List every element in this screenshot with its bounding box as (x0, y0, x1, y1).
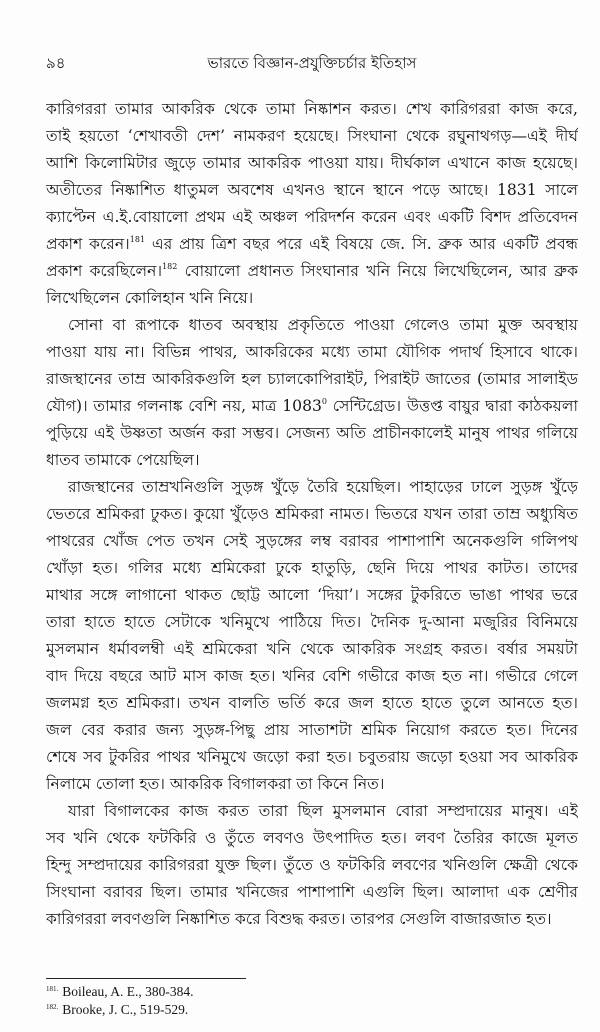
line-text: জলমগ্ন হত শ্রমিকরা। তখন বালতি ভর্তি করে জল হাতে হাতে তুলে আনতে হত। (46, 694, 578, 712)
text-line (46, 798, 578, 825)
text-line (46, 555, 578, 582)
text-line (46, 717, 578, 744)
line-text: সেন্টিগ্রেড। উত্তপ্ত বায়ুর দ্বারা কাঠকয়লা (327, 397, 578, 415)
line-text: ক্যাপ্টেন এ.ই.বোয়ালো প্রথম এই অঞ্চল পরিদর্শন করেন এবং একটি বিশদ প্রতিবেদন (46, 208, 578, 226)
text-line (46, 312, 578, 339)
text-line (46, 231, 578, 258)
text-line (46, 528, 578, 555)
paragraph (46, 798, 578, 933)
text-line (46, 285, 578, 312)
line-text: পুড়িয়ে এই উষ্ণতা অর্জন করা সম্ভব। সেজন্য অতি প্রাচীনকালেই মানুষ পাথর গলিয়ে (46, 424, 578, 442)
superscript: 181 (129, 235, 146, 244)
paragraph (46, 312, 578, 474)
line-text: তারা হাতে হাতে সেটাকে খনিমুখে পাঠিয়ে দিত। দৈনিক দু-আনা মজুরির বিনিময়ে (46, 613, 578, 631)
line-text: শেষে সব টুকরির পাথর খনিমুখে জড়ো করা হত। চবুতরায় জড়ো হওয়া সব আকরিক (46, 748, 578, 766)
line-text: বাদ দিয়ে বছরে আট মাস কাজ হত। খনির বেশি গভীরে কাজ হত না। গভীরে গেলে (46, 667, 578, 685)
line-text: বোয়ালো প্রধানত সিংঘানার খনি নিয়ে লিখেছিলেন, আর ব্রুক (177, 262, 578, 280)
line-text: কারিগররা লবণগুলি নিষ্কাশিত করে বিশুদ্ধ করত। তারপর সেগুলি বাজারজাত হত। (46, 910, 552, 928)
line-text: অতীতের নিষ্কাশিত ধাতুমল অবশেষ এখনও স্থানে স্থানে পড়ে আছে। 1831 সালে (46, 181, 578, 199)
footnote-number: 182. (46, 1003, 59, 1011)
text-line (46, 474, 578, 501)
footnote-182 (46, 1002, 188, 1018)
superscript: 0 (321, 397, 328, 406)
text-line (46, 393, 578, 420)
line-text: লিখেছিলেন কোলিহান খনি নিয়ে। (46, 289, 254, 307)
page-number: ৯৪ (46, 54, 66, 72)
line-text: যৌগ)। তামার গলনাঙ্ক বেশি নয়, মাত্র 1083 (46, 397, 322, 415)
footnote-text: Boileau, A. E., 380-384. (62, 984, 194, 999)
line-text: সোনা বা রূপাকে ধাতব অবস্থায় প্রকৃতিতে পাওয়া গেলেও তামা মুক্ত অবস্থায় (68, 316, 578, 334)
running-title: ভারতে বিজ্ঞান-প্রযুক্তিচর্চার ইতিহাস (207, 54, 417, 72)
text-line (46, 825, 578, 852)
line-text: নিলামে তোলা হত। আকরিক বিগালকরা তা কিনে নিত। (46, 775, 385, 793)
line-text: মুসলমান ধর্মাবলম্বী এই শ্রমিকেরা খনি থেকে আকরিক সংগ্রহ করত। বর্ষার সময়টা (46, 640, 578, 658)
text-line (46, 420, 578, 447)
line-text: সব খনি থেকে ফটকিরি ও তুঁতে লবণও উৎপাদিত হত। লবণ তৈরির কাজে মূলত (46, 829, 578, 847)
text-line (46, 852, 578, 879)
footnote-number: 181. (46, 985, 59, 993)
line-text: প্রকাশ করেন। (46, 235, 130, 253)
line-text: যারা বিগালকের কাজ করত তারা ছিল মুসলমান বোরা সম্প্রদায়ের মানুষ। এই (68, 802, 578, 820)
line-text: পাথরের খোঁজ পেত তখন সেই সুড়ঙ্গের লম্ব বরাবর পাশাপাশি অনেকগুলি গলিপথ (46, 532, 578, 550)
line-text: সিংঘানা বরাবর ছিল। তামার খনিজের পাশাপাশি এগুলি ছিল। আলাদা এক শ্রেণীর (46, 883, 578, 901)
text-line (46, 609, 578, 636)
text-line (46, 366, 578, 393)
text-line (46, 906, 578, 933)
line-text: খোঁড়া হত। গলির মধ্যে শ্রমিকেরা ঢুকে হাতুড়ি, ছেনি দিয়ে পাথর কাটত। তাদের (46, 559, 578, 577)
line-text: ভেতরে শ্রমিকরা ঢুকত। কুয়ো খুঁড়েও শ্রমিকরা নামত। ভিতরে যখন তারা তাম্র অধ্যুষিত (46, 505, 578, 523)
text-line (46, 663, 578, 690)
footnote-181 (46, 984, 194, 1000)
line-text: জল বের করার জন্য সুড়ঙ্গ-পিছু প্রায় সাতাশটা শ্রমিক নিয়োগ করতে হত। দিনের (46, 721, 578, 739)
text-line (46, 690, 578, 717)
superscript: 182 (162, 262, 178, 271)
line-text: পাওয়া যায় না। বিভিন্ন পাথর, আকরিকের মধ্যে তামা যৌগিক পদার্থ হিসাবে থাকে। (46, 343, 578, 361)
text-line (46, 744, 578, 771)
line-text: রাজস্থানের তাম্র আকরিকগুলি হল চ্যালকোপিরাইট, পিরাইট জাতের (তামার সালাইড (46, 370, 578, 388)
text-line (46, 501, 578, 528)
text-line (46, 636, 578, 663)
line-text: কারিগররা তামার আকরিক থেকে তামা নিষ্কাশন করত। শেখ কারিগররা কাজ করে, (46, 100, 578, 118)
line-text: আশি কিলোমিটার জুড়ে তামার আকরিক পাওয়া যায়। দীর্ঘকাল এখানে কাজ হয়েছে। (46, 154, 578, 172)
text-line (46, 150, 578, 177)
paragraph (46, 474, 578, 798)
line-text: ধাতব তামাকে পেয়েছিল। (46, 451, 200, 469)
running-header (46, 50, 578, 76)
line-text: এর প্রায় ত্রিশ বছর পরে এই বিষয়ে জে. সি. ব্রুক আর একটি প্রবন্ধ (145, 235, 578, 253)
text-line (46, 339, 578, 366)
text-line (46, 447, 578, 474)
line-text: তাই হয়তো ‘শেখাবতী দেশ’ নামকরণ হয়েছে। সিংঘানা থেকে রঘুনাথগড়—এই দীর্ঘ (46, 127, 578, 145)
text-line (46, 582, 578, 609)
text-line (46, 123, 578, 150)
line-text: মাথার সঙ্গে লাগানো থাকত ছোট্ট আলো ‘দিয়া’। সঙ্গের টুকরিতে ভাঙা পাথর ভরে (46, 586, 578, 604)
line-text: হিন্দু সম্প্রদায়ের কারিগররা যুক্ত ছিল। তুঁতে ও ফটকিরি লবণের খনিগুলি ক্ষেত্রী থেকে (46, 856, 578, 874)
text-line (46, 177, 578, 204)
line-text: রাজস্থানের তাম্রখনিগুলি সুড়ঙ্গ খুঁড়ে তৈরি হয়েছিল। পাহাড়ের ঢালে সুড়ঙ্গ খুঁড়ে (68, 478, 578, 496)
text-line (46, 258, 578, 285)
footnote-divider (46, 978, 246, 979)
body-text (46, 96, 578, 933)
text-line (46, 771, 578, 798)
text-line (46, 879, 578, 906)
text-line (46, 204, 578, 231)
line-text: প্রকাশ করেছিলেন। (46, 262, 163, 280)
footnote-text: Brooke, J. C., 519-529. (62, 1002, 189, 1017)
paragraph (46, 96, 578, 312)
text-line (46, 96, 578, 123)
